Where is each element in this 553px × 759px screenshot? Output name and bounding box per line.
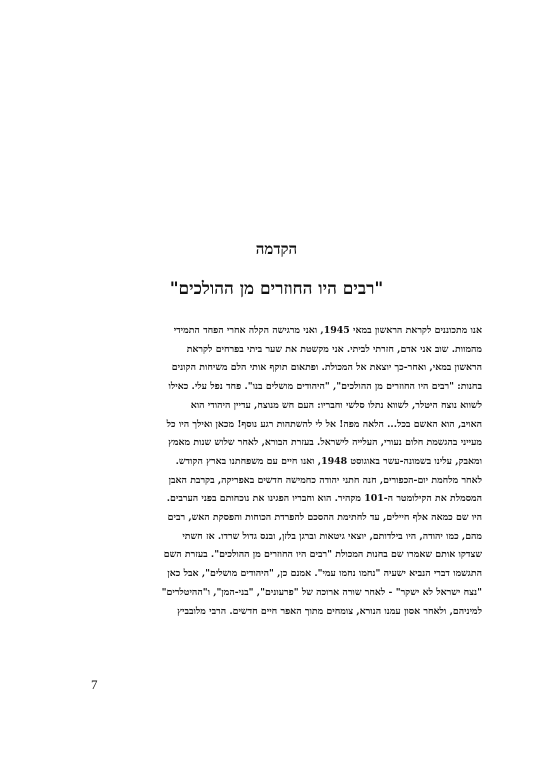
body-line: הראשון במאי, ואחר-כך יוצאת אל המכולת. ופתאום תוקף אותי הלם משיחות הקונים	[171, 362, 482, 374]
page-number: 7	[91, 677, 98, 692]
body-line: לשווא נוצח היטלר, לשווא נתלו סלשי וחבריו: העם חש מנוצח, עדיין היהודי הוא	[190, 399, 482, 411]
chapter-subheading: "רבים היו החוזרים מן ההולכים"	[169, 279, 384, 299]
body-line: בחנות: "רבים היו החוזרים מן ההולכים", "היהודים מושלים בנו". פחד נפל עלי. כאילו	[168, 381, 482, 393]
body-line: מעייני בהגשמת חלום נעורי, העלייה לישראל. בעזרת הבורא, לאחר שלוש שנות מאמץ	[168, 437, 482, 449]
body-line: מהמוות. שוב אני אדם, חזרתי לביתי. אני מקשטת את שער ביתי בפרחים לקראת	[186, 343, 482, 355]
body-line: ומאבק, עלינו בשמונה-עשר באוגוסט 1948, ואנו חיים עם משפחתנו בארץ הקודש.	[175, 455, 482, 467]
body-line: אנו מתכוננים לקראת הראשון במאי 1945, ואני מרגישה הקלה אחרי הפחד התמידי	[173, 325, 482, 336]
chapter-heading: הקדמה	[255, 240, 298, 258]
body-line: היו שם כמאה אלף חיילים, עד לחתימת ההסכם להפרדת הכוחות והפסקת האש, רבים	[167, 512, 482, 524]
body-line: "נצח ישראל לא ישקר" - לאחר שורה ארוכה של "פרעונים", "בני-המן", ו"ההיטלרים"	[161, 586, 482, 598]
body-line: האויב, הוא האשם בכל... הלאה מפה! אל לי להשתהות רגע נוסף! מכאן ואילך היו כל	[166, 418, 482, 430]
body-paragraph	[92, 322, 482, 621]
body-line: מהם, כמו יהודה, היו בילדותם, יוצאי גיטאות וברגן בלזן, ובנס גדול שרדו. אז חשתי	[182, 530, 482, 542]
body-line: שצדקו אותם שאמרו שם בחנות המכולת "רבים היו החוזרים מן ההולכים". בעזרת השם	[163, 549, 482, 561]
body-line: לאחר מלחמת יום-הכפורים, חנה חתני יהודה כחמישה חדשים באפריקה, בקרבת האבן	[168, 474, 482, 486]
body-line: המסמלת את הקילומטר ה-101 מקהיר. הוא וחבריו הפגינו את נוכחותם בפני הערבים.	[166, 493, 482, 505]
body-line: למיניהם, ולאחר אסון עמנו הנורא, צומחים מתוך האפר חיים חדשים. הרבי מלובביץ	[177, 605, 482, 617]
body-line: התגשמו דברי הנביא ישעיה "נחמו נחמו עמי". אמנם כן, "היהודים מושלים", אבל כאן	[167, 568, 482, 580]
